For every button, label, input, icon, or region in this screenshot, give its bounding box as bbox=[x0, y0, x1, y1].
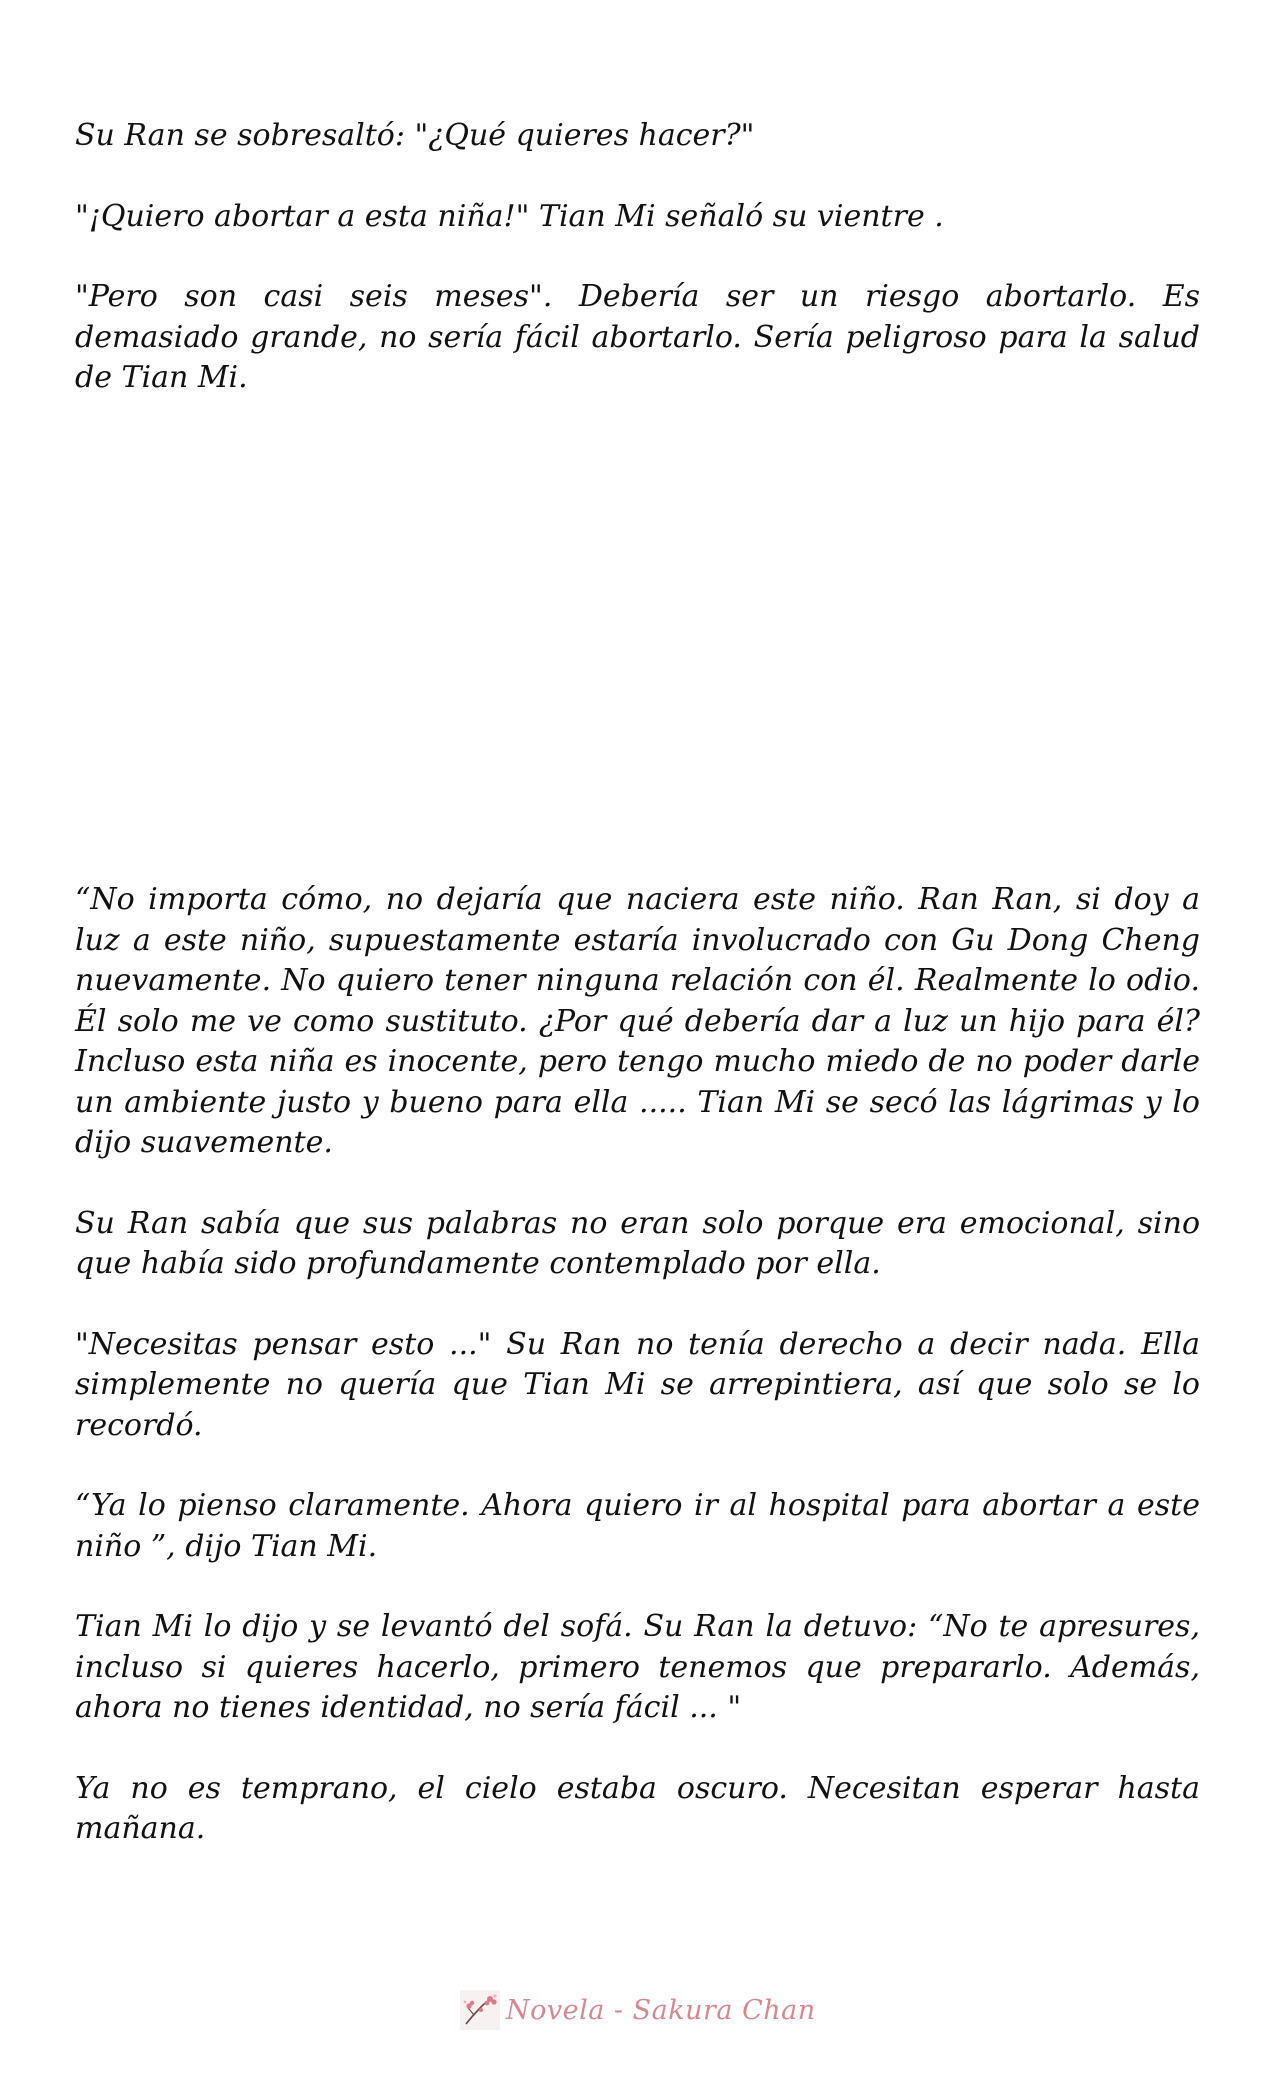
paragraph: “No importa cómo, no dejaría que naciera este niño. Ran Ran, si doy a luz a este niño, supuestamente estaría involucrado con Gu Dong Cheng nuevamente. No quiero tener ninguna relación con él. Realmente lo odio. Él solo me ve como sustituto. ¿Por qué debería dar a luz un hijo para él? Incluso esta niña es inocente, pero tengo mucho miedo de no poder darle un ambiente justo y bueno para ella ..... Tian Mi se secó las lágrimas y lo dijo suavemente. bbox=[75, 882, 1200, 1160]
paragraph: Su Ran sabía que sus palabras no eran solo porque era emocional, sino que había sido profundamente contemplado por ella. bbox=[75, 1205, 1200, 1281]
footer-credit-text: Novela - Sakura Chan bbox=[506, 1994, 816, 2026]
sakura-blossom-icon bbox=[460, 1990, 500, 2030]
text-block-bottom bbox=[75, 880, 1200, 1850]
paragraph: "Necesitas pensar esto ..." Su Ran no tenía derecho a decir nada. Ella simplemente no quería que Tian Mi se arrepintiera, así que solo se lo recordó. bbox=[75, 1326, 1200, 1443]
paragraph: Tian Mi lo dijo y se levantó del sofá. Su Ran la detuvo: “No te apresures, incluso si quieres hacerlo, primero tenemos que prepararlo. Además, ahora no tienes identidad, no sería fácil ... " bbox=[75, 1609, 1200, 1725]
paragraph: "Pero son casi seis meses". Debería ser un riesgo abortarlo. Es demasiado grande, no sería fácil abortarlo. Sería peligroso para la salud de Tian Mi. bbox=[75, 279, 1200, 395]
text-block-top bbox=[75, 116, 1200, 399]
paragraph: Su Ran se sobresaltó: "¿Qué quieres hacer?" bbox=[75, 118, 755, 153]
paragraph: “Ya lo pienso claramente. Ahora quiero ir al hospital para abortar a este niño ”, dijo Tian Mi. bbox=[75, 1488, 1200, 1564]
paragraph: Ya no es temprano, el cielo estaba oscuro. Necesitan esperar hasta mañana. bbox=[75, 1770, 1200, 1846]
paragraph: "¡Quiero abortar a esta niña!" Tian Mi señaló su vientre . bbox=[75, 198, 944, 234]
footer-credit bbox=[460, 1990, 816, 2030]
